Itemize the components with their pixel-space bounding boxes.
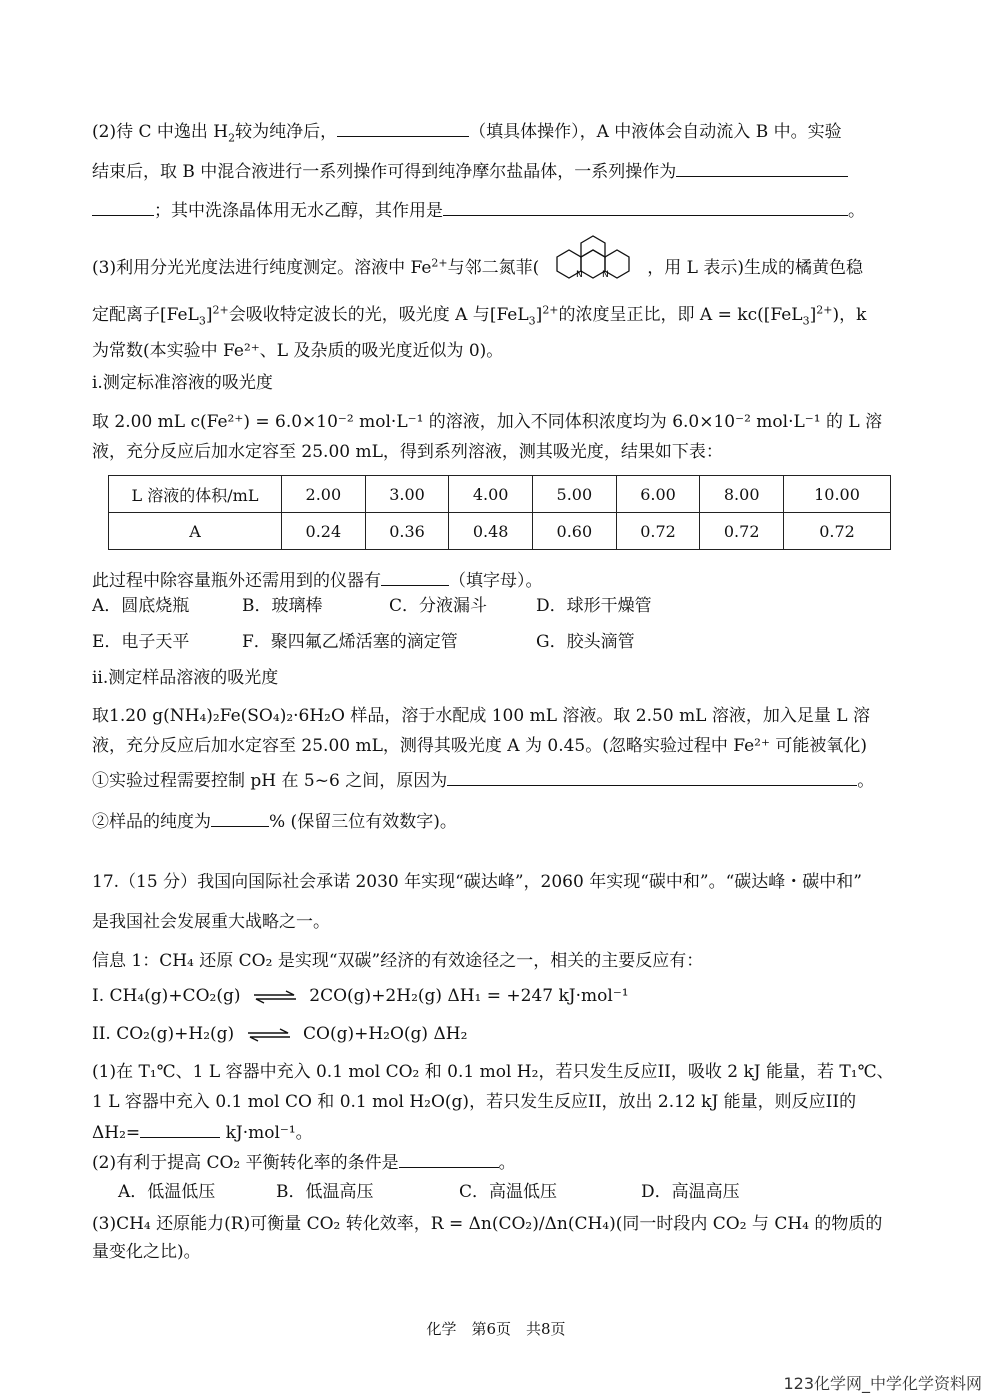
- q17-p1-line2: [92, 1090, 900, 1114]
- q17-intro-line1: [92, 870, 900, 894]
- table-cell: 0.72: [700, 513, 784, 550]
- table-cell: 5.00: [533, 476, 617, 513]
- page-footer: 化学 第6页 共8页: [426, 1320, 566, 1338]
- answer-blank[interactable]: [211, 809, 269, 827]
- answer-blank[interactable]: [140, 1120, 220, 1138]
- q16-ii-line2: [92, 734, 900, 758]
- q16-options-row2: [92, 630, 900, 654]
- q16-subq1: [92, 768, 900, 793]
- text: 较为纯净后，: [235, 122, 338, 142]
- table-cell: 0.60: [533, 513, 617, 550]
- text: 与邻二氮菲(: [447, 258, 540, 278]
- table-cell: 0.72: [616, 513, 700, 550]
- q16-p3-line2: 定配离子$[FeL_3]^{2+}$会吸收特定波长的光，吸光度 A 与$[FeL_3]^{2+}$的浓度呈正比，即 $A = kc([FeL_3]^{2+})$，k: [92, 303, 867, 328]
- table-header-cell: L 溶液的体积/mL: [109, 476, 282, 513]
- text: 取 2.00 mL c(Fe²⁺) = 6.0×10⁻² mol·L⁻¹ 的溶液，加入不同体积浓度均为 6.0×10⁻² mol·L⁻¹ 的 L 溶: [92, 412, 883, 432]
- text: ΔH₂=: [92, 1123, 141, 1143]
- answer-blank[interactable]: [399, 1150, 499, 1168]
- q17-p1-line3: [92, 1120, 900, 1145]
- q16-p3-line1: (3)利用分光光度法进行纯度测定。溶液中 $Fe^{2+}$与邻二氮菲( N N ，用 L 表示)生成的橘黄色稳: [92, 256, 900, 280]
- q16-p2-line2: [92, 159, 900, 184]
- text: ①实验过程需要控制 pH 在 5~6 之间，原因为: [92, 771, 448, 791]
- text: 。: [848, 201, 865, 221]
- option-b[interactable]: B．低温高压: [276, 1182, 374, 1202]
- q17-intro-line2: [92, 910, 900, 934]
- text: 。: [857, 771, 875, 791]
- answer-blank[interactable]: [92, 198, 154, 216]
- option-e[interactable]: E．电子天平: [92, 632, 190, 652]
- table-cell: 3.00: [365, 476, 449, 513]
- q16-options-row1: [92, 594, 900, 618]
- answer-blank[interactable]: [676, 159, 848, 177]
- text: 取1.20 g(NH₄)₂Fe(SO₄)₂·6H₂O 样品，溶于水配成 100 mL 溶液。取 2.50 mL 溶液，加入足量 L 溶: [92, 706, 870, 726]
- answer-blank[interactable]: [443, 198, 848, 216]
- text: (2)有利于提高 CO₂ 平衡转化率的条件是: [92, 1153, 399, 1173]
- text: 定配离子: [92, 305, 160, 325]
- q16-p2-line1: (2)待 C 中逸出 $H_2$较为纯净后， （填具体操作），A 中液体会自动流入 B 中。实验: [92, 119, 900, 144]
- table-cell: 8.00: [700, 476, 784, 513]
- table-cell: 0.72: [784, 513, 891, 550]
- option-a[interactable]: A．圆底烧瓶: [92, 596, 190, 616]
- answer-blank[interactable]: [337, 119, 469, 137]
- text: (3)利用分光光度法进行纯度测定。溶液中 Fe: [92, 258, 432, 278]
- table-header-cell: A: [109, 513, 282, 550]
- q17-p3-line1: [92, 1212, 900, 1236]
- text: (1)在 T₁℃、1 L 容器中充入 0.1 mol CO₂ 和 0.1 mol H₂，若只发生反应II，吸收 2 kJ 能量，若 T₁℃、: [92, 1062, 894, 1082]
- svg-text:N: N: [576, 269, 584, 279]
- q17-p2-options: [118, 1180, 900, 1204]
- text: II. CO₂(g)+H₂(g): [92, 1024, 235, 1044]
- table-row: [109, 476, 891, 513]
- text: 的浓度呈正比，即 A = kc: [558, 305, 758, 325]
- q16-subq2: [92, 809, 900, 834]
- q16-p3-line3: [92, 339, 900, 363]
- table-cell: 0.36: [365, 513, 449, 550]
- option-d[interactable]: D．球形干燥管: [536, 596, 652, 616]
- text: 结束后，取 B 中混合液进行一系列操作可得到纯净摩尔盐晶体，一系列操作为: [92, 162, 677, 182]
- q16-sub-ii: [92, 666, 900, 690]
- text: (2)待 C 中逸出 H: [92, 122, 229, 142]
- text: % (保留三位有效数字)。: [269, 812, 457, 832]
- absorbance-table: [108, 475, 891, 550]
- text: I. CH₄(g)+CO₂(g): [92, 986, 241, 1006]
- text: 。: [498, 1153, 516, 1173]
- text: ，用 L 表示)生成的橘黄色稳: [647, 258, 864, 278]
- table-cell: 0.48: [449, 513, 533, 550]
- answer-blank[interactable]: [447, 768, 857, 786]
- option-f[interactable]: F．聚四氟乙烯活塞的滴定管: [242, 632, 458, 652]
- q16-p2-line3: [92, 198, 900, 223]
- q17-p3-line2: [92, 1240, 900, 1264]
- option-d[interactable]: D．高温高压: [641, 1182, 740, 1202]
- text: 为常数(本实验中 Fe²⁺、L 及杂质的吸光度近似为 0)。: [92, 341, 504, 361]
- q16-i-line2: [92, 440, 900, 464]
- equilibrium-arrow-icon: [246, 1028, 292, 1042]
- text: 液，充分反应后加水定容至 25.00 mL，得到系列溶液，测其吸光度，结果如下表：: [92, 442, 723, 462]
- text: 1 L 容器中充入 0.1 mol CO 和 0.1 mol H₂O(g)，若只发生反应II，放出 2.12 kJ 能量，则反应II的: [92, 1092, 857, 1112]
- text: ；其中洗涤晶体用无水乙醇，其作用是: [154, 201, 443, 221]
- phenanthroline-structure-image: [539, 235, 647, 279]
- svg-text:N: N: [602, 269, 610, 279]
- text: ii.测定样品溶液的吸光度: [92, 668, 279, 688]
- q17-p1-line1: [92, 1060, 900, 1084]
- text: 17.（15 分）我国向国际社会承诺 2030 年实现“碳达峰”，2060 年实现“碳中和”。“碳达峰・碳中和”: [92, 872, 862, 892]
- text: kJ·mol⁻¹。: [225, 1123, 313, 1143]
- option-a[interactable]: A．低温低压: [118, 1182, 216, 1202]
- text: 信息 1：CH₄ 还原 CO₂ 是实现“双碳”经济的有效途径之一，相关的主要反应有：: [92, 951, 704, 971]
- text: （填字母）。: [449, 571, 543, 591]
- q17-info1: [92, 949, 900, 973]
- q16-sub-i: [92, 371, 900, 395]
- text: ②样品的纯度为: [92, 812, 211, 832]
- table-cell: 0.24: [282, 513, 366, 550]
- equilibrium-arrow-icon: [252, 990, 298, 1004]
- option-c[interactable]: C．高温低压: [459, 1182, 558, 1202]
- q17-reaction-1: [92, 984, 900, 1008]
- table-cell: 10.00: [784, 476, 891, 513]
- watermark: 123化学网_中学化学资料网: [783, 1374, 982, 1393]
- text: i.测定标准溶液的吸光度: [92, 373, 273, 393]
- text: 会吸收特定波长的光，吸光度 A 与: [228, 305, 490, 325]
- option-c[interactable]: C．分液漏斗: [389, 596, 488, 616]
- q16-ii-line1: [92, 704, 900, 728]
- text: ，k: [839, 305, 867, 325]
- table-cell: 2.00: [282, 476, 366, 513]
- text: 是我国社会发展重大战略之一。: [92, 912, 330, 932]
- q16-instrument-question: [92, 568, 900, 593]
- q16-i-line1: [92, 410, 900, 434]
- option-g[interactable]: G．胶头滴管: [536, 632, 635, 652]
- text: 液，充分反应后加水定容至 25.00 mL，测得其吸光度 A 为 0.45。(忽略实验过程中 Fe²⁺ 可能被氧化): [92, 736, 868, 756]
- table-row: [109, 513, 891, 550]
- text: 2CO(g)+2H₂(g) ΔH₁ = +247 kJ·mol⁻¹: [309, 986, 629, 1006]
- option-b[interactable]: B．玻璃棒: [242, 596, 323, 616]
- text: 量变化之比)。: [92, 1242, 201, 1262]
- table-cell: 6.00: [616, 476, 700, 513]
- q17-p2-question: [92, 1150, 900, 1175]
- text: 此过程中除容量瓶外还需用到的仪器有: [92, 571, 381, 591]
- text: (3)CH₄ 还原能力(R)可衡量 CO₂ 转化效率，R = Δn(CO₂)/Δn(CH₄)(同一时段内 CO₂ 与 CH₄ 的物质的: [92, 1214, 883, 1234]
- text: （填具体操作），A 中液体会自动流入 B 中。实验: [469, 122, 842, 142]
- answer-blank[interactable]: [381, 568, 449, 586]
- text: CO(g)+H₂O(g) ΔH₂: [303, 1024, 468, 1044]
- q17-reaction-2: [92, 1022, 900, 1046]
- table-cell: 4.00: [449, 476, 533, 513]
